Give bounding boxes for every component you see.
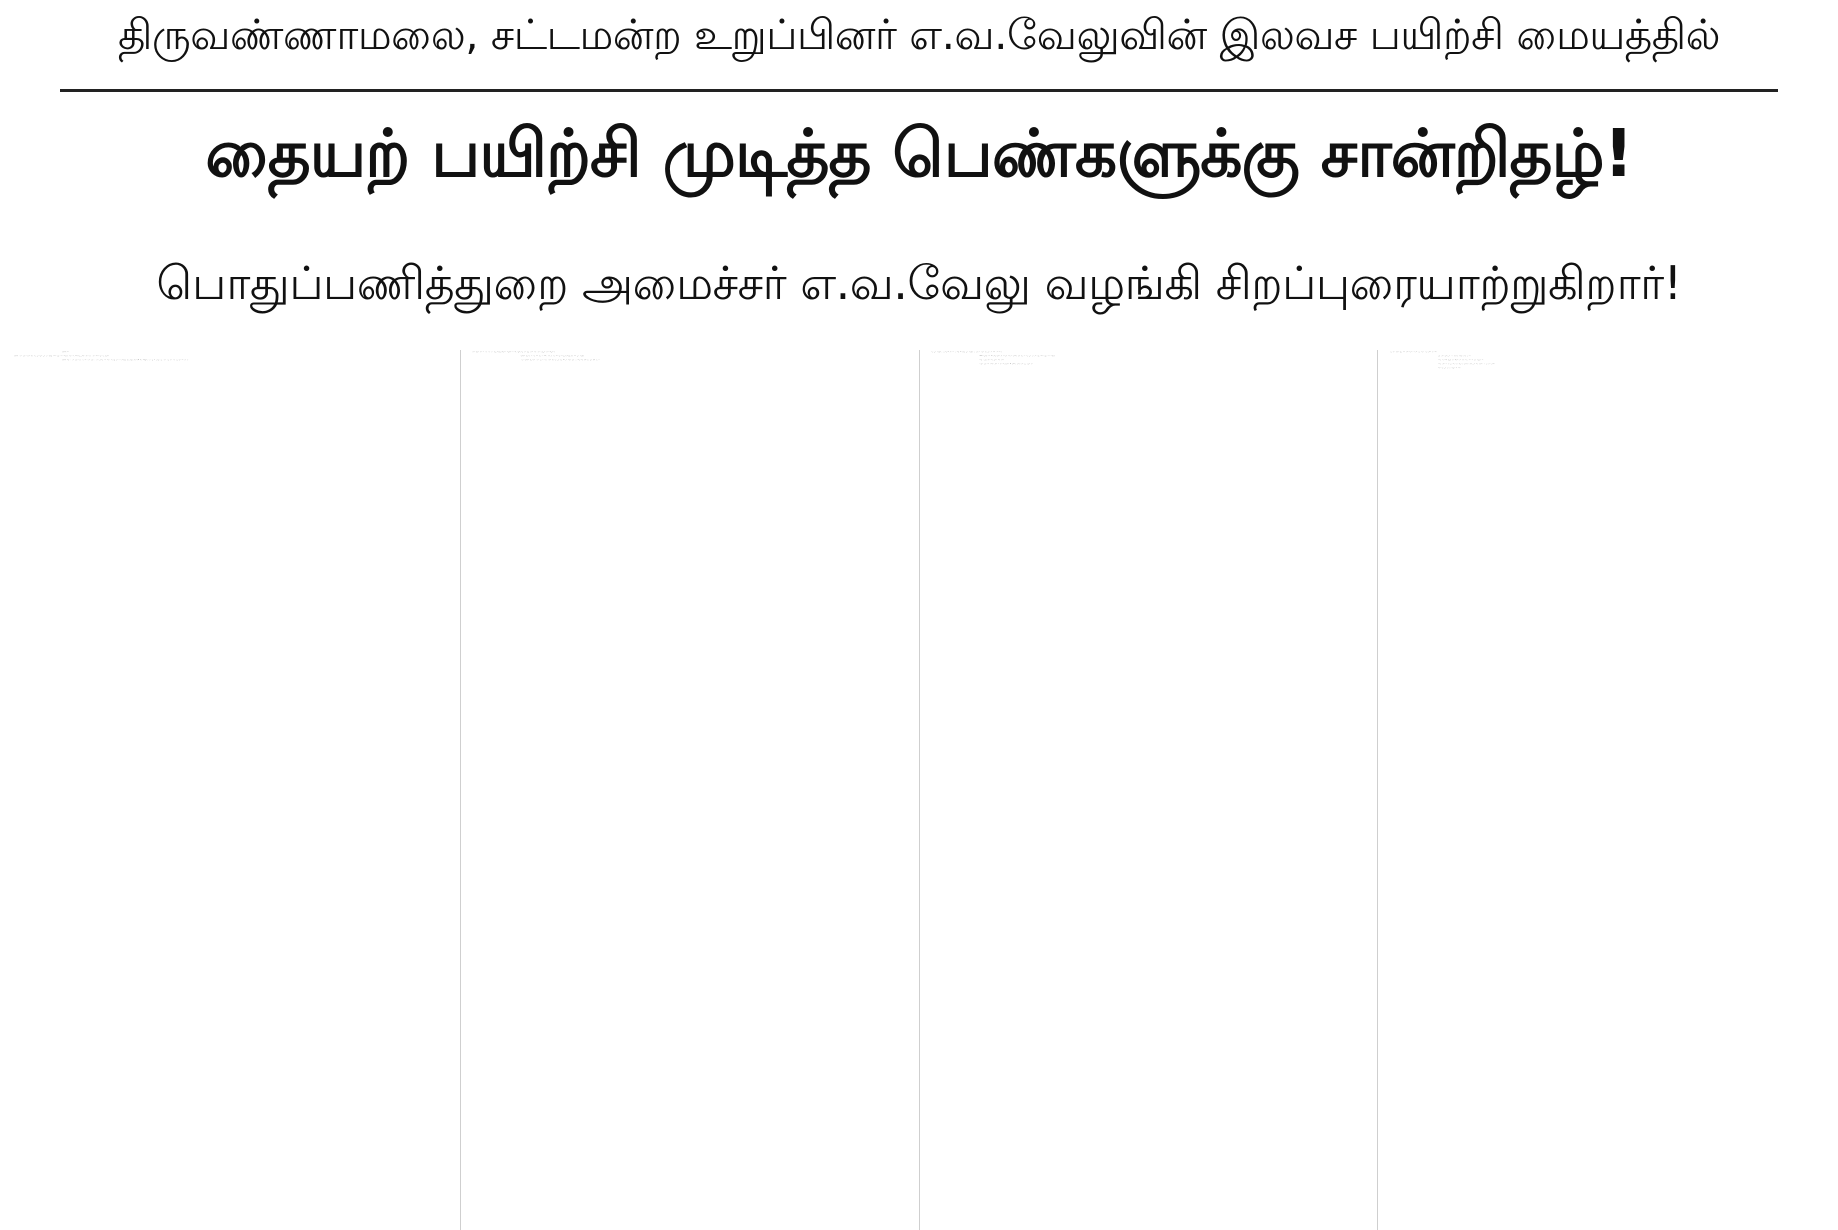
article-column-4 xyxy=(1377,350,1824,1230)
main-headline: தையற் பயிற்சி முடித்த பெண்களுக்கு சான்றிதழ்! xyxy=(205,115,1633,192)
article-paragraph xyxy=(473,358,907,362)
article-column-3 xyxy=(919,350,1378,1230)
kicker-headline: திருவண்ணாமலை, சட்டமன்ற உறுப்பினர் எ.வ.வேலுவின் இலவச பயிற்சி மையத்தில் xyxy=(117,10,1721,59)
article-paragraph xyxy=(14,358,448,362)
article-paragraph xyxy=(932,362,1366,366)
article-column-2 xyxy=(460,350,919,1230)
headline-rule xyxy=(60,89,1778,92)
article-body xyxy=(14,350,1824,1230)
article-paragraph xyxy=(1390,366,1824,370)
sub-headline: பொதுப்பணித்துறை அமைச்சர் எ.வ.வேலு வழங்கி சிறப்புரையாற்றுகிறார்! xyxy=(156,256,1682,310)
article-column-1 xyxy=(14,350,460,1230)
